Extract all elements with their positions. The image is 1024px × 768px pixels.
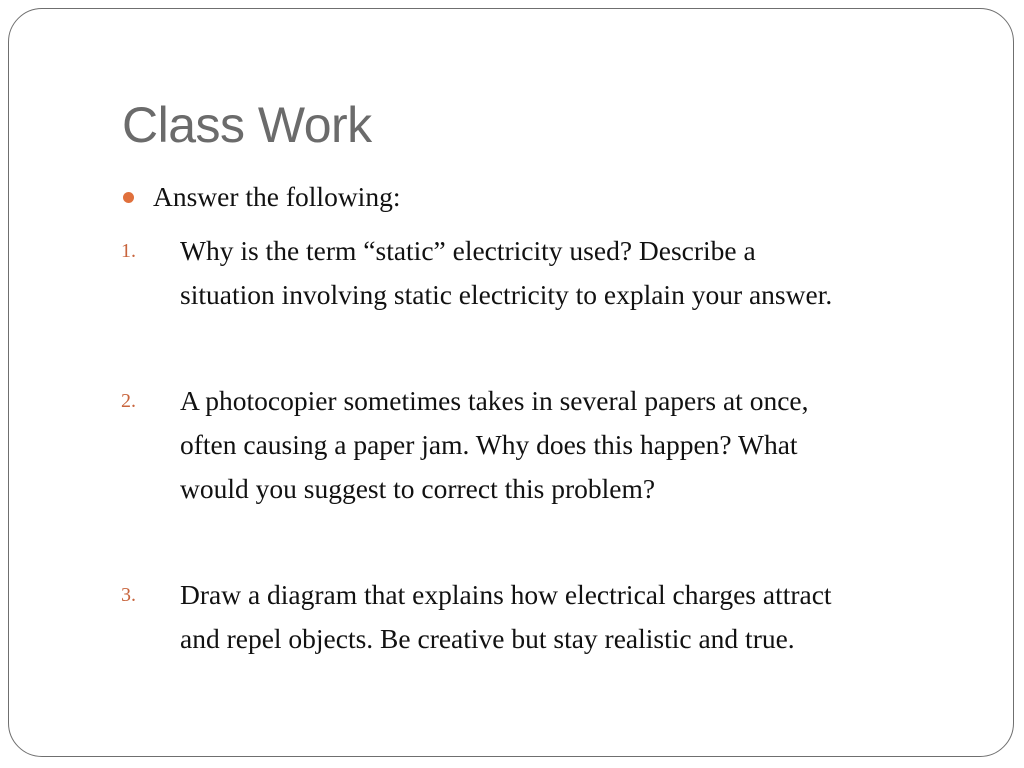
- question-line: Why is the term “static” electricity used? Describe a: [180, 235, 756, 266]
- question-text: [180, 229, 1010, 317]
- intro-text: Answer the following:: [153, 181, 401, 212]
- question-item-1: [121, 229, 1001, 319]
- bullet-dot-icon: [123, 192, 134, 203]
- slide-frame: [8, 8, 1014, 757]
- question-text: [180, 573, 1010, 661]
- question-line: Draw a diagram that explains how electrical charges attract: [180, 579, 832, 610]
- question-text: [180, 379, 1010, 511]
- intro-bullet: [123, 175, 400, 219]
- question-line: would you suggest to correct this problem?: [180, 473, 656, 504]
- question-number: 2.: [121, 390, 136, 412]
- question-number: 3.: [121, 584, 136, 606]
- question-line: A photocopier sometimes takes in several papers at once,: [180, 385, 809, 416]
- question-line: and repel objects. Be creative but stay realistic and true.: [180, 623, 795, 654]
- question-item-2: [121, 379, 1001, 513]
- slide-title: Class Work: [122, 97, 372, 153]
- question-line: often causing a paper jam. Why does this happen? What: [180, 429, 798, 460]
- question-number: 1.: [121, 240, 136, 262]
- question-item-3: [121, 573, 1001, 663]
- question-line: situation involving static electricity to explain your answer.: [180, 279, 833, 310]
